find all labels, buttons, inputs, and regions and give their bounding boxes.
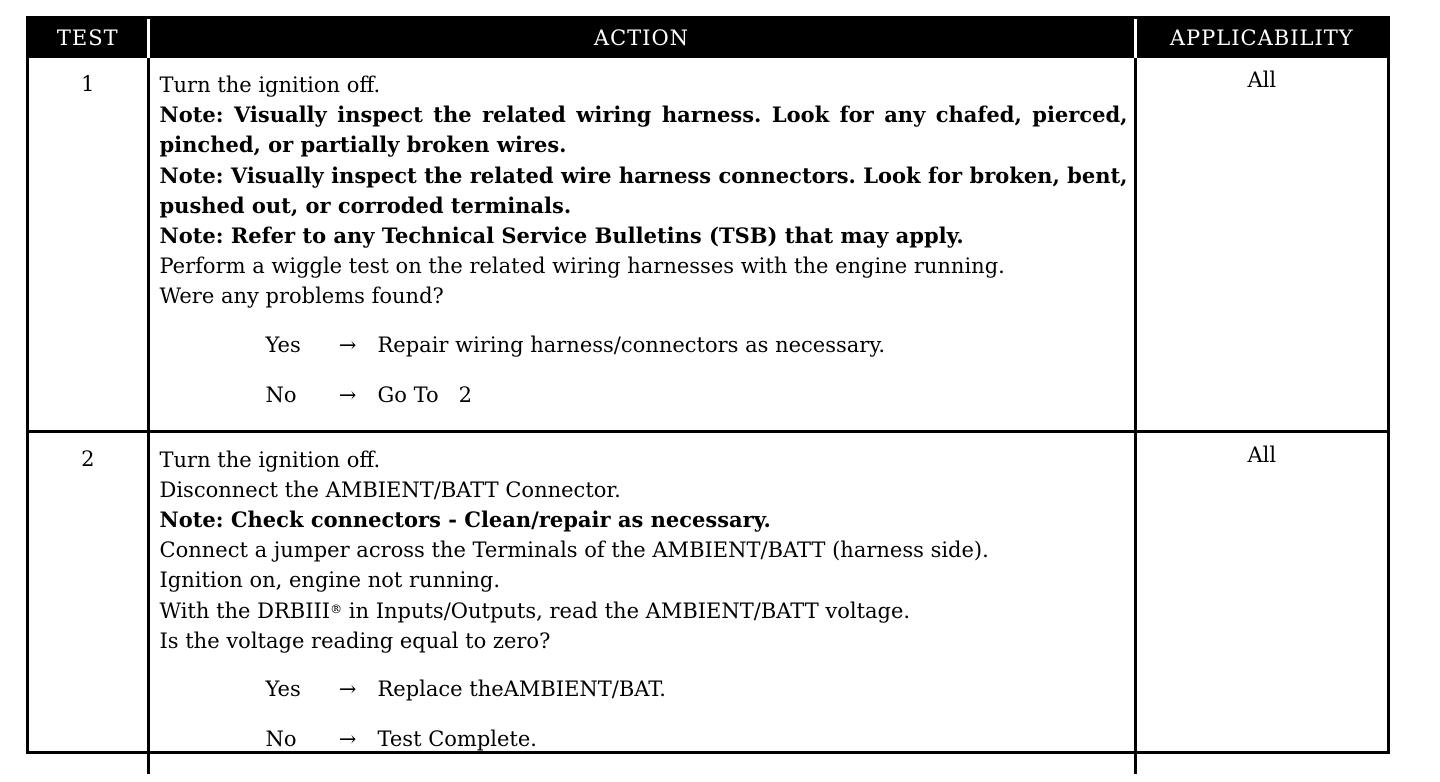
test-number: 1 (81, 72, 95, 96)
diagnostic-table (29, 19, 1387, 774)
test-number: 2 (81, 446, 95, 471)
right-arrow-icon: → (338, 677, 357, 702)
table-header-row (29, 19, 1387, 57)
answer-yes-result: Replace theAMBIENT/BAT. (377, 677, 666, 702)
drb-tool-name: With the DRBIII (159, 598, 331, 623)
action-note: Note: Refer to any Technical Service Bulletins (TSB) that may apply. (159, 223, 964, 249)
action-question: Is the voltage reading equal to zero? (159, 628, 551, 653)
applicability-value: All (1247, 68, 1277, 92)
answer-yes-result: Repair wiring harness/connectors as necessary. (377, 332, 886, 357)
action-line: Connect a jumper across the Terminals of the AMBIENT/BATT (harness side). (159, 538, 989, 563)
answer-no-label: No (265, 382, 297, 407)
answer-yes-label: Yes (265, 332, 301, 357)
answer-no-result: Test Complete. (377, 727, 537, 752)
answer-yes (266, 330, 1128, 380)
applicability-value: All (1247, 442, 1277, 467)
answer-options (160, 674, 1128, 774)
action-line: Perform a wiggle test on the related wiring harnesses with the engine running. (159, 254, 1005, 279)
action-question: Were any problems found? (159, 284, 444, 309)
test-number-cell (29, 57, 148, 431)
answer-yes-label: Yes (265, 677, 301, 702)
action-cell (148, 57, 1135, 431)
registered-mark: ® (330, 601, 343, 616)
answer-no (266, 380, 1128, 430)
applicability-cell (1135, 57, 1387, 431)
header-test: TEST (29, 19, 148, 57)
test-number-cell (29, 431, 148, 774)
action-note: Note: Visually inspect the related wiring harness. Look for any chafed, pierced, pinched, or partially broken wires. (159, 102, 1128, 158)
action-line: Turn the ignition off. (159, 447, 381, 472)
action-line (160, 596, 1128, 626)
action-note: Note: Visually inspect the related wire harness connectors. Look for broken, bent, pushed out, or corroded terminals. (159, 162, 1128, 218)
action-cell (148, 431, 1135, 774)
answer-options (160, 330, 1128, 430)
header-applicability: APPLICABILITY (1135, 19, 1387, 57)
action-line: Ignition on, engine not running. (159, 568, 500, 593)
table-row (29, 431, 1387, 774)
action-line: Disconnect the AMBIENT/BATT Connector. (159, 477, 621, 502)
answer-no-label: No (265, 727, 297, 752)
table-row (29, 57, 1387, 431)
answer-no (266, 724, 1128, 774)
right-arrow-icon: → (338, 332, 357, 357)
diagnostic-table-frame (26, 16, 1390, 754)
answer-no-result: Go To 2 (377, 382, 472, 407)
header-action: ACTION (148, 19, 1135, 57)
applicability-cell (1135, 431, 1387, 774)
drb-line-rest: in Inputs/Outputs, read the AMBIENT/BATT voltage. (342, 598, 911, 623)
right-arrow-icon: → (338, 382, 357, 407)
right-arrow-icon: → (338, 727, 357, 752)
action-line: Turn the ignition off. (159, 73, 381, 97)
answer-yes (266, 674, 1128, 724)
action-note: Note: Check connectors - Clean/repair as necessary. (159, 507, 771, 533)
